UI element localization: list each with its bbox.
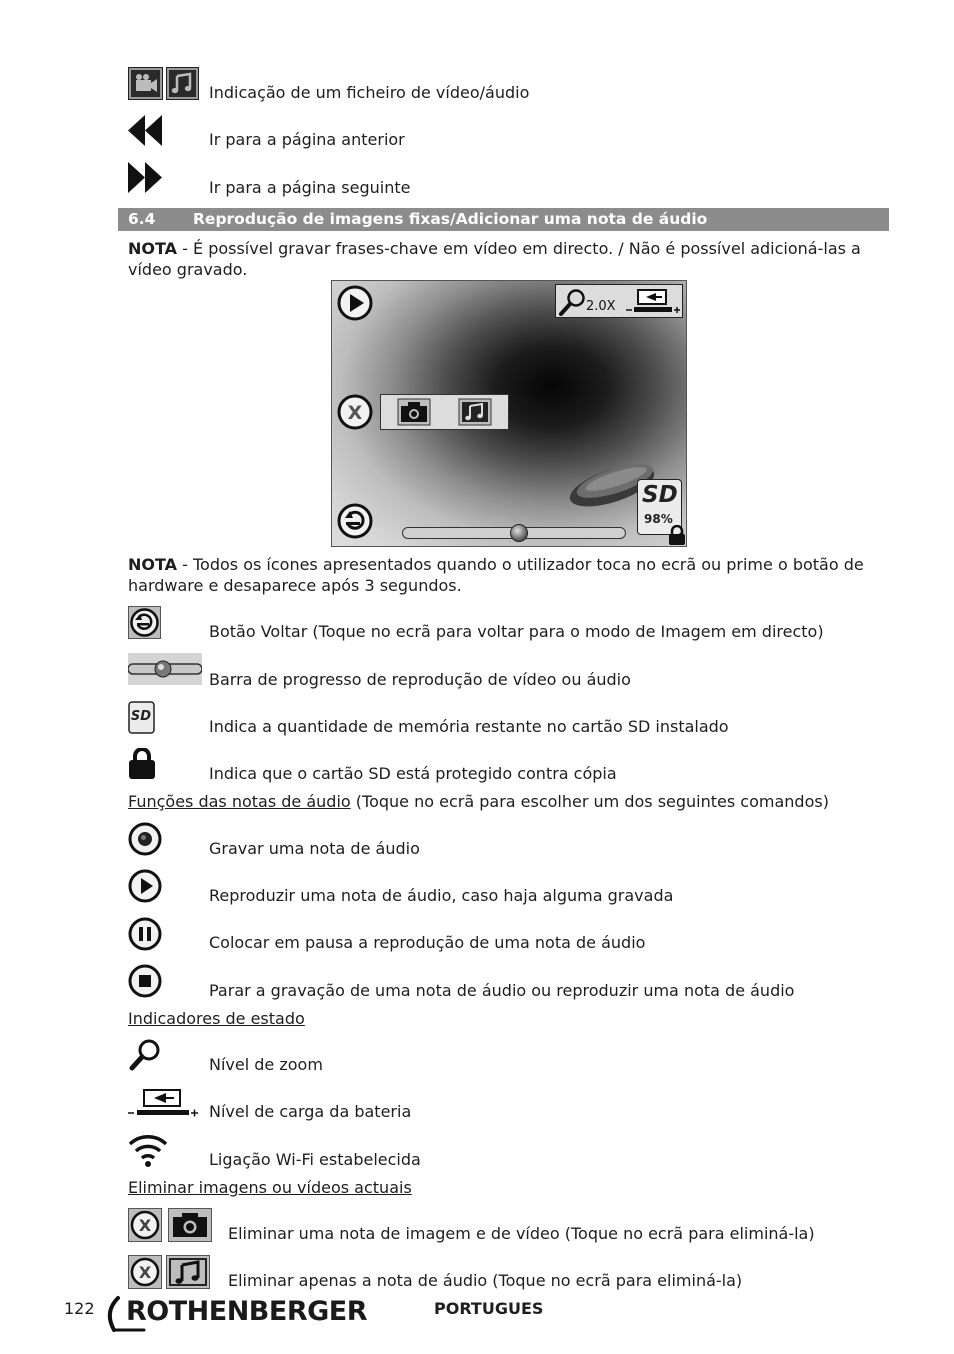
sd-card-icon [128, 701, 155, 734]
row-delete-image-text: Eliminar uma nota de imagem e de vídeo (Toque no ecrã para eliminá-la) [228, 1224, 815, 1243]
row-pause-text: Colocar em pausa a reprodução de uma nota de áudio [209, 933, 646, 952]
lock-icon [668, 525, 686, 545]
language-label: PORTUGUES [434, 1299, 544, 1318]
status-indicators-heading[interactable]: Indicadores de estado [128, 1009, 305, 1028]
sd-percent: 98% [644, 512, 673, 526]
stop-icon[interactable] [128, 964, 162, 998]
zoom-icon [128, 1038, 162, 1072]
row-previous-page-text: Ir para a página anterior [209, 130, 405, 149]
page-number: 122 [64, 1299, 95, 1318]
next-page-icon[interactable] [128, 162, 162, 193]
audio-file-icon [166, 67, 199, 100]
zoom-level: 2.0X [586, 299, 616, 314]
status-box [555, 284, 683, 318]
note-text: - Todos os ícones apresentados quando o utilizador toca no ecrã ou prime o botão de hardware e desaparece após 3 segundos. [128, 555, 864, 595]
row-stop-text: Parar a gravação de uma nota de áudio ou reproduzir uma nota de áudio [209, 981, 795, 1000]
battery-icon [626, 289, 680, 315]
row-sd-card-text: Indica a quantidade de memória restante no cartão SD instalado [209, 717, 729, 736]
section-number: 6.4 [128, 210, 156, 228]
delete-audio-icon[interactable] [128, 1255, 212, 1289]
note-text: - É possível gravar frases-chave em vídeo em directo. / Não é possível adicioná-las a vídeo gravado. [128, 239, 861, 279]
row-record-text: Gravar uma nota de áudio [209, 839, 420, 858]
note-label: NOTA [128, 555, 178, 574]
row-wifi-text: Ligação Wi-Fi estabelecida [209, 1150, 421, 1169]
back-button[interactable] [336, 502, 374, 544]
progress-bar-icon [128, 653, 202, 685]
svg-text:SD: SD [130, 709, 152, 724]
row-play-text: Reproduzir uma nota de áudio, caso haja alguma gravada [209, 886, 674, 905]
play-icon[interactable] [128, 869, 162, 903]
back-button-icon [128, 606, 161, 639]
previous-page-icon[interactable] [128, 115, 162, 146]
row-progress-bar-text: Barra de progresso de reprodução de vídeo ou áudio [209, 670, 631, 689]
note-icons-timeout [128, 554, 888, 596]
row-battery-text: Nível de carga da bateria [209, 1102, 412, 1121]
delete-button[interactable] [336, 393, 374, 435]
audio-functions-link[interactable]: Funções das notas de áudio [128, 792, 351, 811]
row-back-button-text: Botão Voltar (Toque no ecrã para voltar para o modo de Imagem em directo) [209, 622, 824, 641]
note-label: NOTA [128, 239, 178, 258]
brand-name: ROTHENBERGER [126, 1296, 368, 1327]
svg-text:X: X [138, 1216, 152, 1235]
video-file-icon [128, 67, 163, 100]
svg-text:X: X [347, 402, 363, 424]
pause-icon[interactable] [128, 917, 162, 951]
audio-note-icon[interactable] [458, 398, 492, 426]
battery-icon [128, 1088, 200, 1118]
section-heading [118, 208, 889, 231]
row-next-page-text: Ir para a página seguinte [209, 178, 411, 197]
device-screen-illustration [331, 280, 687, 547]
svg-text:X: X [138, 1263, 152, 1282]
row-delete-audio-text: Eliminar apenas a nota de áudio (Toque no ecrã para eliminá-la) [228, 1271, 743, 1290]
delete-heading[interactable]: Eliminar imagens ou vídeos actuais [128, 1178, 412, 1197]
audio-functions-rest: (Toque no ecrã para escolher um dos seguintes comandos) [350, 792, 829, 811]
delete-image-icon[interactable] [128, 1208, 212, 1242]
record-icon[interactable] [128, 822, 162, 856]
lock-icon [128, 748, 156, 780]
row-lock-text: Indica que o cartão SD está protegido contra cópia [209, 764, 617, 783]
note-live-video [128, 238, 888, 280]
playback-progress-bar[interactable] [402, 527, 626, 539]
play-button[interactable] [336, 284, 374, 326]
sd-label: SD [642, 482, 678, 508]
audio-functions-heading [128, 791, 888, 812]
camera-icon[interactable] [397, 398, 431, 426]
wifi-icon [128, 1132, 168, 1168]
rothenberger-logo [104, 1294, 368, 1340]
section-title: Reprodução de imagens fixas/Adicionar uma nota de áudio [193, 210, 708, 228]
zoom-icon [559, 288, 589, 316]
row-video-audio-file-text: Indicação de um ficheiro de vídeo/áudio [209, 83, 530, 102]
row-zoom-text: Nível de zoom [209, 1055, 323, 1074]
note-options-box [380, 394, 509, 430]
